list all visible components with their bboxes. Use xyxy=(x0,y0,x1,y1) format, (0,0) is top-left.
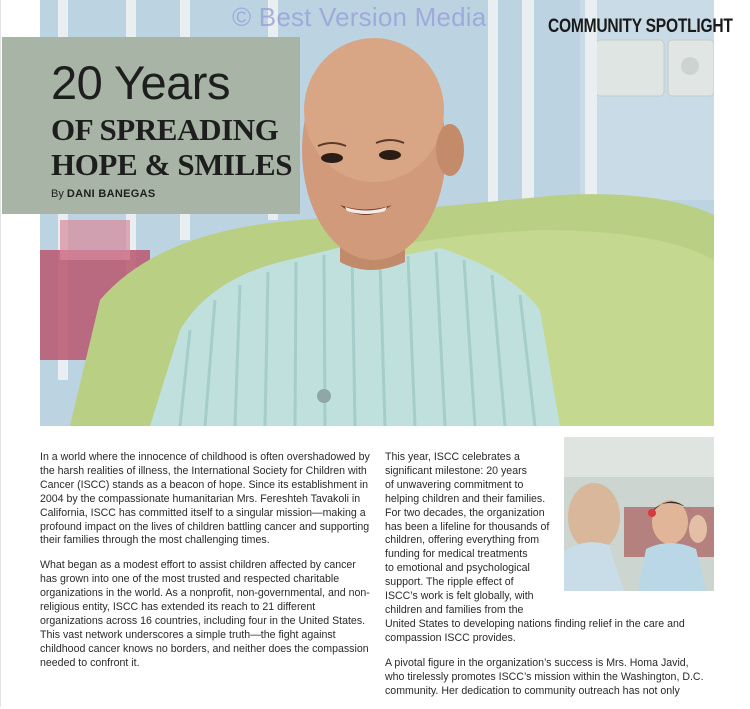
paragraph-4: A pivotal figure in the organization’s success is Mrs. Homa Javid, who tirelessly promotes ISCC’s mission within the Washington, D.C. community. Her dedication to community outreach has not only xyxy=(385,656,704,697)
headline-line-2: HOPE & SMILES xyxy=(51,147,293,182)
paragraph-3-line: children and families from the xyxy=(385,603,524,616)
byline-prefix: By xyxy=(51,188,64,200)
paragraph-3-line: to emotional and psychological xyxy=(385,562,530,575)
inset-photo-illustration xyxy=(564,437,714,591)
paragraph-3-line: funding for medical treatments xyxy=(385,548,528,561)
article-column-left xyxy=(40,451,370,682)
title-panel xyxy=(2,37,300,214)
paragraph-3-line: children, offering everything from xyxy=(385,534,540,547)
paragraph-3-line: significant milestone: 20 years xyxy=(385,464,527,477)
byline xyxy=(51,188,155,200)
headline-line-1: OF SPREADING xyxy=(51,112,279,147)
section-label: COMMUNITY SPOTLIGHT xyxy=(548,16,733,37)
paragraph-3-line: United States to developing nations finding relief in the care and xyxy=(385,617,685,630)
paragraph-3-line: ISCC’s work is felt globally, with xyxy=(385,590,534,603)
paragraph-3-line: helping children and their families. xyxy=(385,492,546,505)
paragraph-1: In a world where the innocence of childhood is often overshadowed by the harsh realities of illness, the International Society for Children with Cancer (ISCC) stands as a beacon of hope. Since its establishment in 2004 by the compassionate humanitarian Mrs. Fereshteh Tavakoli in California, ISCC has committed itself to a singular mission—making a profound impact on the lives of children battling cancer and supporting their families through the most challenging times. xyxy=(40,451,370,547)
watermark: © Best Version Media xyxy=(232,2,487,32)
author-name: DANI BANEGAS xyxy=(66,188,156,200)
paragraph-3-line: This year, ISCC celebrates a xyxy=(385,451,520,463)
paragraph-3-line: has been a lifeline for thousands of xyxy=(385,520,550,533)
inset-photo xyxy=(564,437,714,591)
headline-years: 20 Years xyxy=(51,56,230,109)
paragraph-3-line: For two decades, the organization xyxy=(385,506,545,519)
paragraph-3-line: compassion ISCC provides. xyxy=(385,631,516,644)
paragraph-3-line: support. The ripple effect of xyxy=(385,576,514,589)
paragraph-2: What began as a modest effort to assist children affected by cancer has grown into one of the most trusted and respected charitable organizations in the world. As a nonprofit, non-governmental, and non-religious entity, ISCC has extended its reach to 21 different organizations across 16 countries, including four in the United States. This vast network underscores a simple truth—the fight against childhood cancer knows no borders, and neither does the compassion needed to confront it. xyxy=(40,559,370,669)
paragraph-3-line: of unwavering commitment to xyxy=(385,478,524,491)
